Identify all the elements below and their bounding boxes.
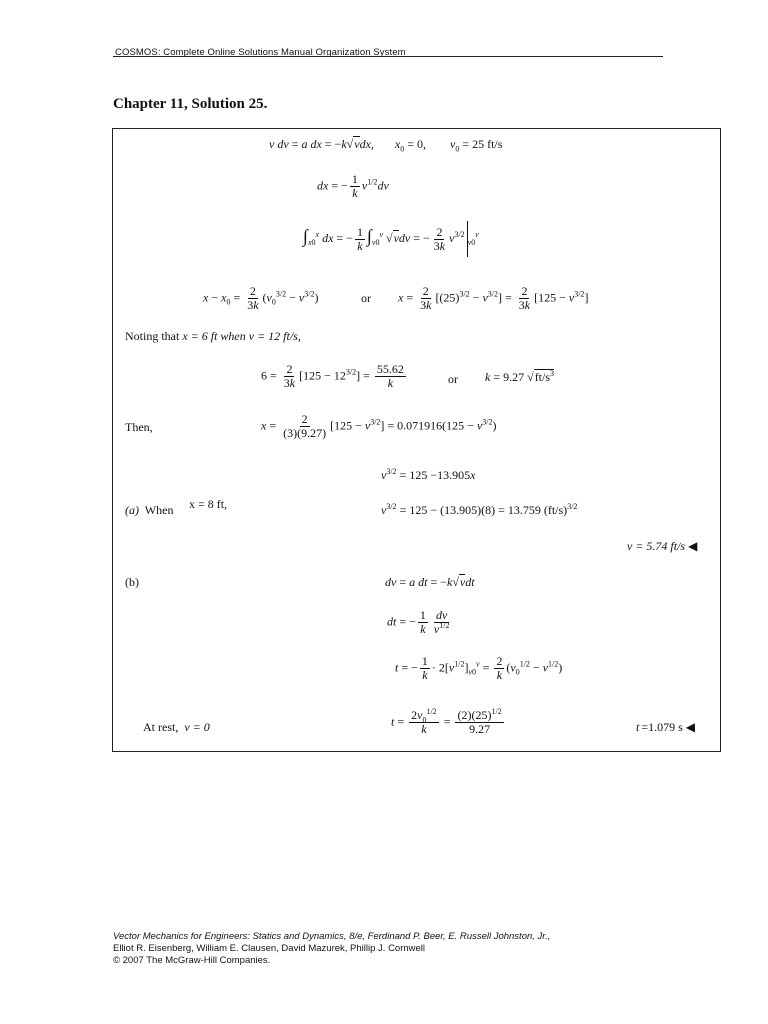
equation-3: $\int_{x0}^x$ dx = − $\frac{1}{k}$ $\int_{v0}^v$ √vdv = − $\frac{2}{3k}$ $v^{3/2}_{v0}^v$	[303, 221, 479, 257]
solution-box	[112, 128, 721, 752]
at-rest-label: At rest, v = 0	[143, 720, 210, 734]
header-rule	[113, 56, 663, 57]
part-b-label: (b)	[125, 575, 139, 589]
k-result: k = 9.27 $√ft/s^3$	[485, 369, 555, 384]
equation-1: v dv = a dx = −k√vdx, $x_0 = 0$, $v_0 = 25$ ft/s	[269, 137, 503, 154]
footer-line-2: Elliot R. Eisenberg, William E. Clausen, David Mazurek, Phillip J. Cornwell	[113, 943, 426, 954]
answer-v: v = 5.74 ft/s ◀	[627, 539, 698, 553]
equation-2: dx = − $\frac{1}{k}$ $v^{1/2}dv$	[317, 172, 389, 200]
part-a-label: (a) When	[125, 503, 174, 517]
equation-4b: x = $\frac{2}{3k}$ $[(25)^{3/2} - v^{3/2}]$ = $\frac{2}{3k}$ $[125 - v^{3/2}]$	[398, 284, 589, 312]
equation-10: dt = − $\frac{1}{k}$ $\frac{dv}{v^{1/2}}$	[387, 608, 450, 636]
manual-header: COSMOS: Complete Online Solutions Manual Organization System	[115, 47, 406, 58]
or-label-2: or	[448, 372, 458, 386]
or-label-1: or	[361, 291, 371, 305]
part-a-condition: x = 8 ft,	[189, 497, 228, 511]
equation-11: t = − $\frac{1}{k}$ · $2[v^{1/2}]_{v0}^v$ = $\frac{2}{k}$ $(v_0^{1/2} - v^{1/2})$	[395, 654, 563, 682]
footer-copyright: © 2007 The McGraw-Hill Companies.	[113, 955, 271, 966]
answer-t: t =1.079 s ◀	[636, 720, 696, 734]
equation-5: 6 = $\frac{2}{3k}$ $[125 - 12^{3/2}]$ = $\frac{55.62}{k}$	[261, 362, 404, 390]
then-label: Then,	[125, 420, 153, 434]
equation-7: $v^{3/2} = 125 -13.905x$	[381, 467, 476, 482]
footer-line-1: Vector Mechanics for Engineers: Statics and Dynamics, 8/e, Ferdinand P. Beer, E. Russell Johnston, Jr.,	[113, 931, 551, 942]
noting-text: Noting that x = 6 ft when v = 12 ft/s,	[125, 329, 301, 343]
equation-6: x = $\frac{2}{(3)(9.27)}$ $[125 - v^{3/2}] = 0.071916(125 - v^{3/2})$	[261, 412, 497, 440]
equation-12: t = $\frac{2v_0^{1/2}}{k}$ = $\frac{(2)(25)^{1/2}}{9.27}$	[391, 707, 502, 736]
equation-8: $v^{3/2} = 125 - (13.905)(8) = 13.759$ $(ft/s)^{3/2}$	[381, 502, 578, 517]
equation-4: $x - x_0$ = $\frac{2}{3k}$ $(v_0^{3/2} - v^{3/2})$	[203, 284, 319, 312]
chapter-title: Chapter 11, Solution 25.	[113, 96, 268, 112]
equation-9: dv = a dt = −k√vdt	[385, 575, 475, 589]
